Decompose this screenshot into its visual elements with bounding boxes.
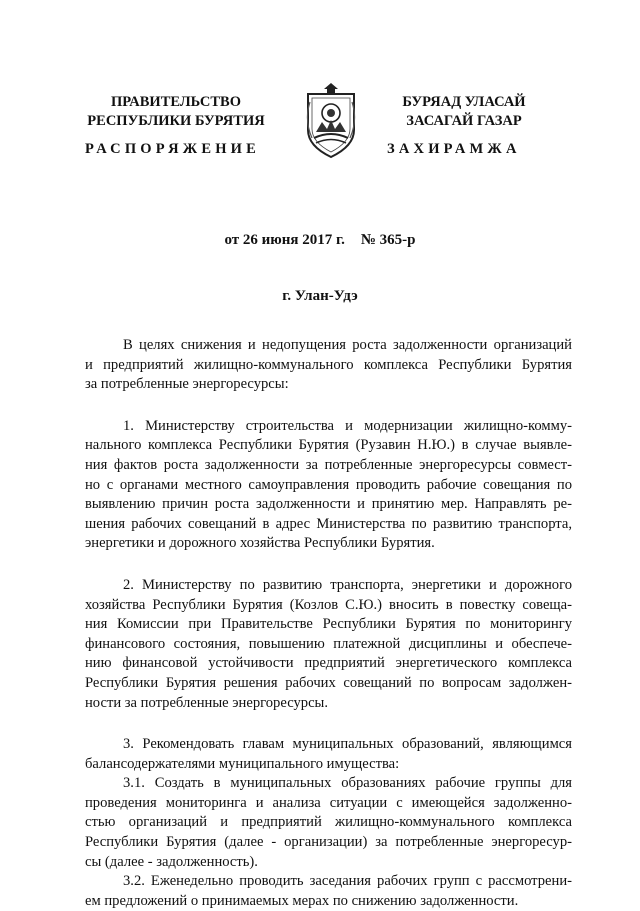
text-line: сы (далее - задолженность). bbox=[85, 853, 258, 870]
text-line: за потребленные энергоресурсы: bbox=[85, 376, 289, 393]
text-line: 3.1. Создать в муниципальных образованиях рабочие группы для bbox=[123, 775, 572, 792]
right-header-line1: БУРЯАД УЛАСАЙ bbox=[402, 94, 526, 110]
left-header-line2: РЕСПУБЛИКИ БУРЯТИЯ bbox=[87, 113, 265, 129]
text-line: шения рабочих совещаний в адрес Министерства по развитию транспорта, bbox=[85, 515, 572, 532]
text-line: и предприятий жилищно-коммунального комплекса Республики Бурятия bbox=[85, 356, 572, 373]
left-header-authority bbox=[76, 93, 276, 131]
paragraph-1 bbox=[85, 417, 572, 554]
text-line: но с органами местного самоуправления проводить рабочие совещания по bbox=[85, 476, 572, 493]
text-line: ем предложений о принимаемых мерах по снижению задолженности. bbox=[85, 892, 519, 909]
paragraph-3 bbox=[85, 735, 572, 774]
text-line: В целях снижения и недопущения роста задолженности организаций bbox=[123, 337, 572, 353]
paragraph-2 bbox=[85, 576, 572, 713]
text-line: 3.2. Еженедельно проводить заседания рабочих групп с рассмотрени- bbox=[123, 873, 572, 890]
right-header-line2: ЗАСАГАЙ ГАЗАР bbox=[406, 113, 522, 129]
text-line: финансового состояния, повышению платежной дисциплины и обеспече- bbox=[85, 635, 572, 652]
document-date: от 26 июня 2017 г. bbox=[224, 232, 345, 248]
left-doctype: РАСПОРЯЖЕНИЕ bbox=[85, 141, 261, 157]
document-city: г. Улан-Удэ bbox=[282, 288, 358, 304]
text-line: 2. Министерству по развитию транспорта, энергетики и дорожного bbox=[123, 576, 572, 593]
text-line: 3. Рекомендовать главам муниципальных образований, являющимся bbox=[123, 736, 572, 753]
paragraph-intro bbox=[85, 336, 572, 395]
left-header-line1: ПРАВИТЕЛЬСТВО bbox=[111, 94, 241, 110]
text-line: 1. Министерству строительства и модернизации жилищно-комму- bbox=[123, 417, 572, 434]
text-line: выявлению причин роста задолженности и принятию мер. Направлять ре- bbox=[85, 496, 572, 513]
text-line: Республики Бурятия решения рабочих совещаний по вопросам задолжен- bbox=[85, 674, 572, 691]
document-body bbox=[85, 336, 572, 911]
text-line: ности за потребленные энергоресурсы. bbox=[85, 694, 329, 711]
right-header-authority bbox=[368, 93, 560, 131]
text-line: проведения мониторинга и анализа ситуации с имеющейся задолженно- bbox=[85, 794, 572, 811]
text-line: нального комплекса Республики Бурятия (Рузавин Н.Ю.) в случае выявле- bbox=[85, 437, 572, 454]
text-line: энергетики и дорожного хозяйства Республики Бурятия. bbox=[85, 535, 435, 552]
text-line: Республики Бурятия (далее - организации) за потребленные энергоресур- bbox=[85, 834, 572, 851]
paragraph-3-2 bbox=[85, 872, 572, 911]
coat-of-arms-emblem bbox=[300, 80, 362, 160]
document-date-number bbox=[0, 232, 640, 249]
document-number: № 365-р bbox=[360, 232, 416, 248]
text-line: ния Комиссии при Правительстве Республики Бурятия по мониторингу bbox=[85, 616, 572, 633]
text-line: хозяйства Республики Бурятия (Козлов С.Ю.) вносить в повестку совеща- bbox=[85, 596, 572, 613]
text-line: нию финансовой устойчивости предприятий энергетического комплекса bbox=[85, 655, 572, 672]
right-doctype: ЗАХИРАМЖА bbox=[387, 141, 521, 157]
paragraph-3-1 bbox=[85, 774, 572, 872]
text-line: ния фактов роста задолженности за потребленные энергоресурсы совмест- bbox=[85, 456, 572, 473]
text-line: балансодержателями муниципального имущества: bbox=[85, 755, 400, 772]
text-line: стью организаций и предприятий жилищно-коммунального комплекса bbox=[85, 814, 572, 831]
